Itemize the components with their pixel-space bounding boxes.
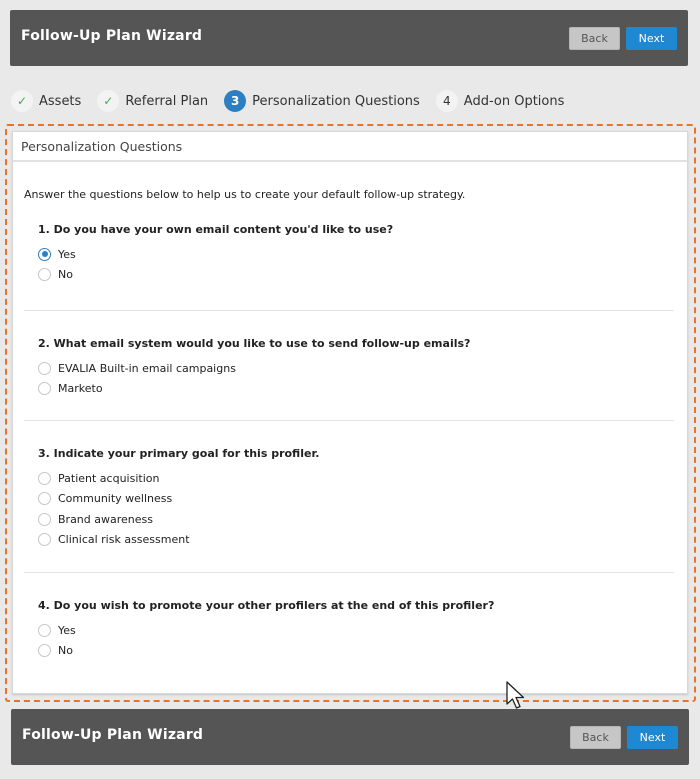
radio-option-clinical-risk-assessment[interactable]: [38, 530, 319, 551]
section-divider: [24, 310, 674, 311]
radio-button-selected[interactable]: [38, 248, 51, 261]
option-label: Clinical risk assessment: [58, 533, 190, 547]
wizard-stepper: [11, 90, 580, 112]
question-3: [38, 447, 319, 550]
question-title: 2. What email system would you like to use to send follow-up emails?: [38, 337, 471, 350]
back-button[interactable]: Back: [570, 726, 621, 749]
option-label: No: [58, 644, 73, 658]
checkmark-icon: ✓: [97, 90, 119, 112]
step-referral-plan[interactable]: [97, 90, 208, 112]
radio-button[interactable]: [38, 644, 51, 657]
section-divider: [24, 420, 674, 421]
questions-panel: [12, 131, 688, 694]
back-button[interactable]: Back: [569, 27, 620, 50]
radio-option-no[interactable]: [38, 641, 494, 662]
wizard-header-bottom: [11, 709, 689, 765]
option-label: Marketo: [58, 382, 103, 396]
radio-button[interactable]: [38, 268, 51, 281]
panel-title: Personalization Questions: [13, 132, 687, 162]
step-label: Add-on Options: [463, 93, 565, 109]
radio-option-no[interactable]: [38, 265, 393, 286]
option-label: No: [58, 268, 73, 282]
step-personalization-questions[interactable]: [224, 90, 420, 112]
step-add-on-options[interactable]: [436, 90, 565, 112]
panel-intro-text: Answer the questions below to help us to create your default follow-up strategy.: [24, 188, 466, 201]
wizard-title: Follow-Up Plan Wizard: [22, 727, 204, 743]
step-label: Personalization Questions: [252, 93, 420, 109]
question-2: [38, 337, 470, 399]
radio-option-yes[interactable]: [38, 244, 393, 265]
radio-option-marketo[interactable]: [38, 379, 470, 400]
radio-option-community-wellness[interactable]: [38, 489, 319, 510]
mouse-cursor-icon: [505, 680, 529, 712]
radio-button[interactable]: [38, 472, 51, 485]
step-label: Referral Plan: [125, 93, 209, 109]
radio-button[interactable]: [38, 382, 51, 395]
question-title: 4. Do you wish to promote your other profilers at the end of this profiler?: [38, 599, 495, 612]
step-number-badge: 3: [224, 90, 246, 112]
radio-option-patient-acquisition[interactable]: [38, 468, 319, 489]
step-number-badge: 4: [436, 90, 458, 112]
next-button[interactable]: Next: [626, 27, 677, 50]
option-label: Patient acquisition: [58, 471, 160, 485]
radio-option-yes[interactable]: [38, 620, 494, 641]
option-label: EVALIA Built-in email campaigns: [58, 361, 236, 375]
radio-option-evalia[interactable]: [38, 358, 470, 379]
question-title: 1. Do you have your own email content you'd like to use?: [38, 223, 394, 236]
option-label: Yes: [58, 623, 76, 637]
option-label: Brand awareness: [58, 512, 153, 526]
radio-button[interactable]: [38, 492, 51, 505]
option-label: Community wellness: [58, 492, 173, 506]
radio-button[interactable]: [38, 513, 51, 526]
radio-button[interactable]: [38, 624, 51, 637]
checkmark-icon: ✓: [11, 90, 33, 112]
radio-button[interactable]: [38, 362, 51, 375]
question-title: 3. Indicate your primary goal for this profiler.: [38, 447, 320, 460]
wizard-header-top: [10, 10, 688, 66]
wizard-title: Follow-Up Plan Wizard: [21, 28, 203, 44]
section-divider: [24, 572, 674, 573]
radio-option-brand-awareness[interactable]: [38, 509, 319, 530]
step-label: Assets: [39, 93, 82, 109]
question-4: [38, 599, 494, 661]
option-label: Yes: [58, 247, 76, 261]
step-assets[interactable]: [11, 90, 81, 112]
next-button[interactable]: Next: [627, 726, 678, 749]
question-1: [38, 223, 393, 285]
radio-button[interactable]: [38, 533, 51, 546]
